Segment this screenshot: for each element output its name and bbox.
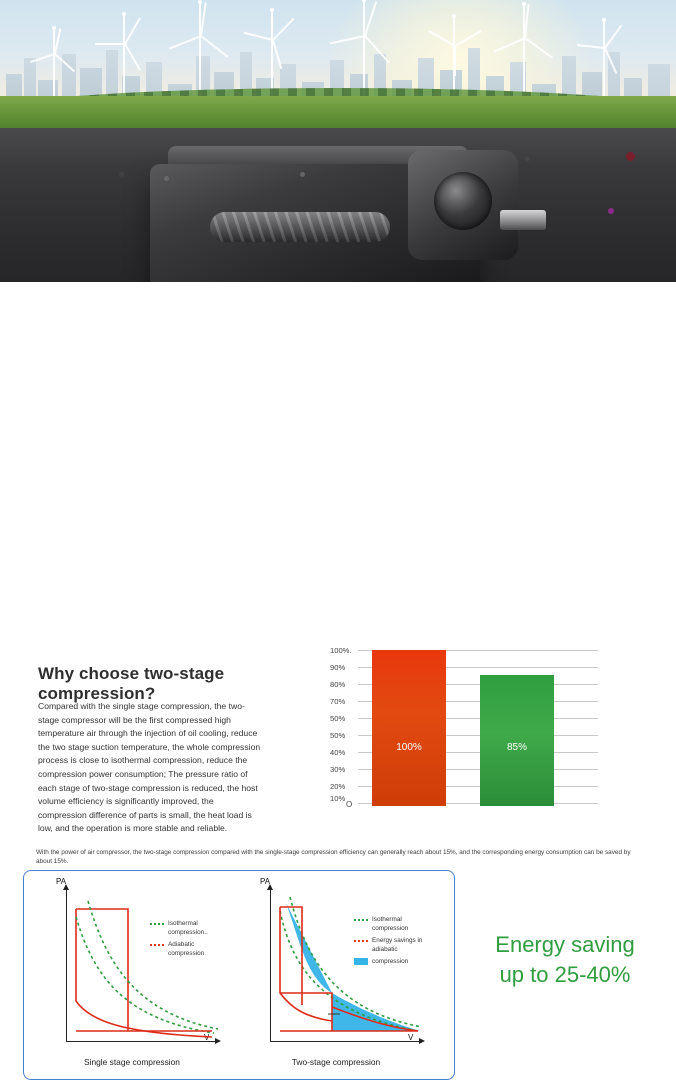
- legend-swatch-isothermal: [354, 919, 368, 921]
- compressor-flange: [408, 150, 518, 260]
- y-tick-label: 80%: [330, 680, 346, 689]
- diagram-two-stage: [236, 877, 436, 1071]
- legend-label: Isothermal compression..: [168, 920, 208, 936]
- y-tick-label: 20%: [330, 782, 346, 791]
- curve-group: [236, 881, 436, 1071]
- y-tick-label: 90%: [330, 663, 346, 672]
- y-tick-label: 10%: [330, 794, 346, 803]
- diagram-caption: Two-stage compression: [291, 1057, 381, 1067]
- decor-dot: [608, 208, 614, 214]
- bar-two-stage: [480, 675, 554, 806]
- energy-saving-line2: up to 25-40%: [499, 962, 631, 987]
- compressor-shaft: [500, 210, 546, 230]
- y-tick-label: 70%: [330, 697, 346, 706]
- legend-label: Energy savings in adiabatic: [372, 937, 423, 953]
- compressor-product-image: [108, 132, 538, 282]
- legend-swatch-energy-saving: [354, 958, 368, 965]
- page-title: Why choose two-stage compression?: [38, 664, 225, 703]
- legend-two-stage: [354, 915, 432, 969]
- curve-group: [32, 881, 232, 1071]
- y-axis-label: PA: [56, 877, 67, 886]
- y-tick-label: 50%: [330, 714, 346, 723]
- bar-value-label: 100%: [396, 742, 422, 753]
- legend-label: Adiabatic compression: [168, 941, 205, 957]
- hero-banner: [0, 0, 676, 282]
- diagram-single-stage: [32, 877, 232, 1071]
- legend-swatch-isothermal: [150, 923, 164, 925]
- green-field: [0, 96, 676, 132]
- y-tick-label: 100%.: [330, 646, 352, 655]
- y-tick-label: 30%: [330, 765, 346, 774]
- footnote-text: With the power of air compressor, the two-stage compression compared with the single-stage compression efficiency can generally reach about 15%, and the corresponding energy consumption can be saved by about 15%.: [36, 849, 631, 865]
- y-tick-label: 50%: [330, 731, 346, 740]
- chart-origin-label: O: [346, 800, 353, 809]
- energy-saving-line1: Energy saving: [495, 932, 635, 957]
- decor-dot: [626, 152, 635, 161]
- compressor-bore: [434, 172, 492, 230]
- legend-swatch-adiabatic: [150, 944, 164, 946]
- diagram-caption: Single stage compression: [84, 1057, 180, 1067]
- compressor-rotor: [210, 212, 390, 242]
- efficiency-bar-chart: [330, 644, 578, 814]
- pv-diagram-panel: [23, 870, 455, 1080]
- bar-value-label: 85%: [506, 742, 527, 753]
- x-axis-label: V: [204, 1033, 210, 1042]
- x-axis-label: V: [408, 1033, 414, 1042]
- y-axis-label: PA: [260, 877, 271, 886]
- y-tick-label: 40%: [330, 748, 346, 757]
- legend-label: compression: [372, 958, 409, 965]
- legend-single-stage: [150, 919, 226, 961]
- bar-single-stage: [372, 650, 446, 806]
- section-body-text: Compared with the single stage compression, the two-stage compressor will be the first compressed high temperature air through the injection of oil cooling, reduce the two stage suction temperature, the whole compression process is close to isothermal compression, reduce the compression power consumption; The pressure ratio of each stage of two-stage compression is reduced, the host volume efficiency is significantly improved, the compression difference of parts is small, the heat load is low, and the operation is more stable and reliable.: [38, 701, 261, 834]
- legend-swatch-adiabatic: [354, 940, 368, 942]
- legend-label: Isothermal compression: [372, 916, 409, 932]
- energy-saving-callout: [470, 930, 660, 990]
